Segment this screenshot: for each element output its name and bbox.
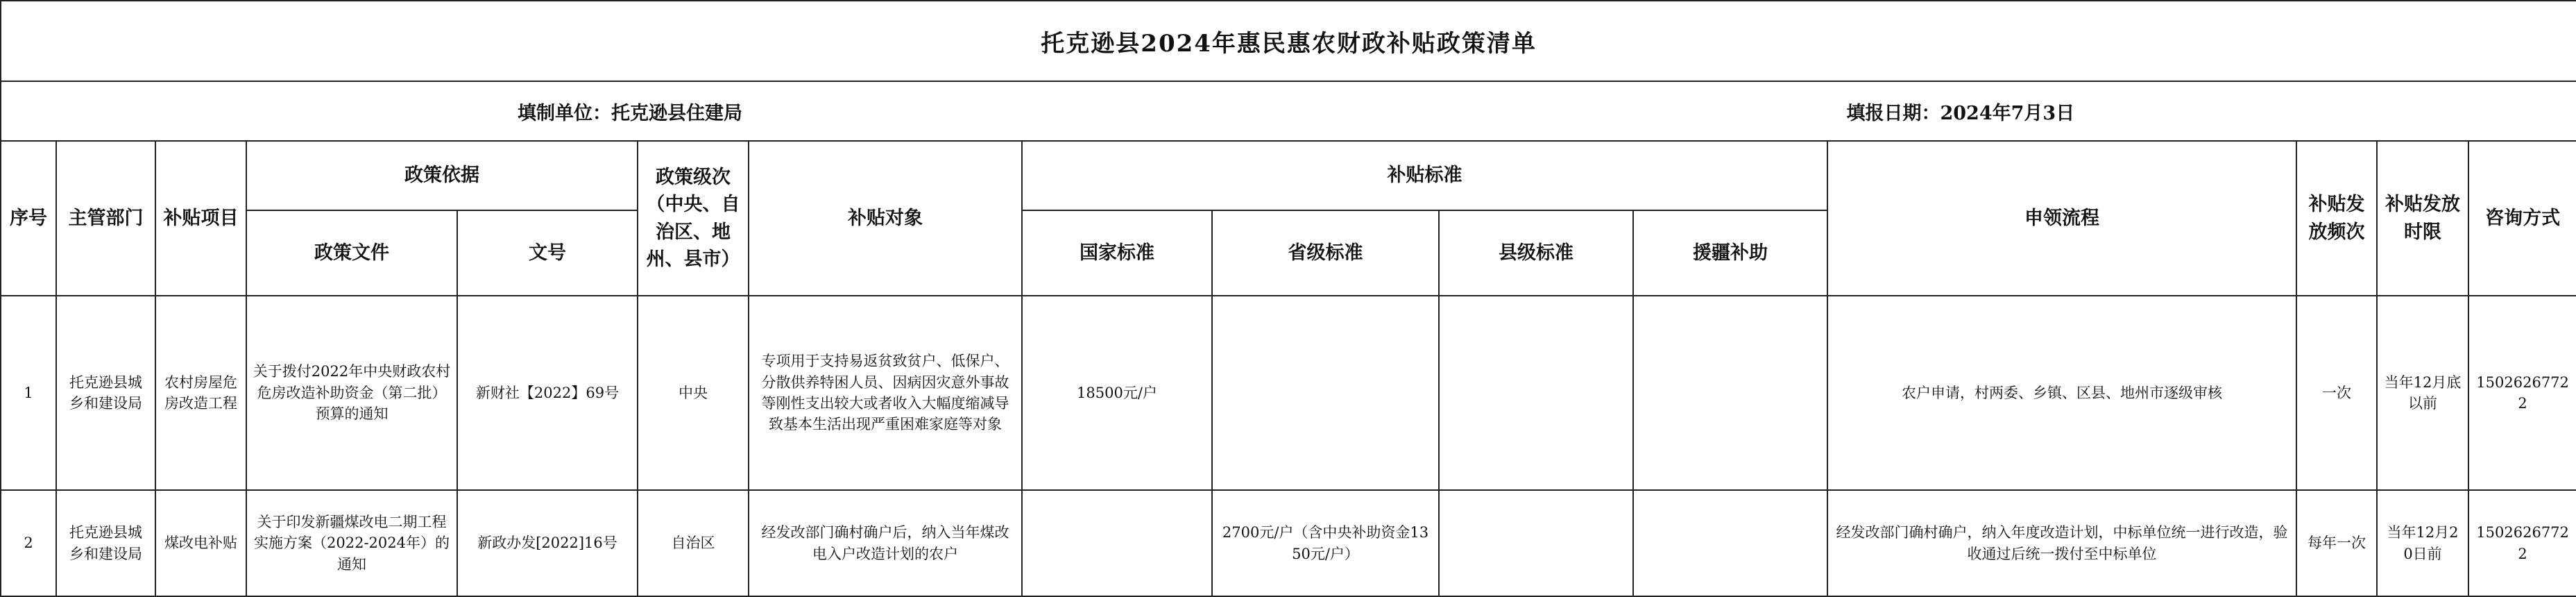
cell-docno: 新政办发[2022]16号	[457, 490, 638, 596]
cell-dept: 托克逊县城乡和建设局	[56, 296, 155, 490]
header-aid: 援疆补助	[1633, 210, 1827, 296]
cell-aid	[1633, 490, 1827, 596]
cell-target: 经发改部门确村确户后，纳入当年煤改电入户改造计划的农户	[749, 490, 1022, 596]
cell-item: 煤改电补贴	[155, 490, 246, 596]
cell-contact: 15026267722	[2468, 490, 2576, 596]
header-contact: 咨询方式	[2468, 141, 2576, 296]
header-basis: 政策依据	[246, 141, 638, 210]
info-row	[1, 81, 2576, 141]
cell-national: 18500元/户	[1022, 296, 1212, 490]
cell-freq: 每年一次	[2296, 490, 2377, 596]
header-deadline: 补贴发放时限	[2377, 141, 2468, 296]
cell-deadline: 当年12月20日前	[2377, 490, 2468, 596]
cell-provincial: 2700元/户（含中央补助资金1350元/户）	[1212, 490, 1439, 596]
header-provincial: 省级标准	[1212, 210, 1439, 296]
header-item: 补贴项目	[155, 141, 246, 296]
header-county: 县级标准	[1439, 210, 1633, 296]
cell-docno: 新财社【2022】69号	[457, 296, 638, 490]
cell-county	[1439, 490, 1633, 596]
cell-level: 中央	[638, 296, 749, 490]
header-docno: 文号	[457, 210, 638, 296]
cell-process: 经发改部门确村确户，纳入年度改造计划，中标单位统一进行改造，验收通过后统一拨付至中标单位	[1827, 490, 2296, 596]
header-national: 国家标准	[1022, 210, 1212, 296]
table-row	[1, 296, 2576, 490]
sheet-title: 托克逊县2024年惠民惠农财政补贴政策清单	[1, 1, 2576, 81]
header-level: 政策级次（中央、自治区、地州、县市）	[638, 141, 749, 296]
fill-unit: 填制单位：托克逊县住建局	[518, 102, 742, 124]
header-process: 申领流程	[1827, 141, 2296, 296]
cell-doc: 关于拨付2022年中央财政农村危房改造补助资金（第二批）预算的通知	[246, 296, 457, 490]
cell-doc: 关于印发新疆煤改电二期工程实施方案（2022-2024年）的通知	[246, 490, 457, 596]
header-target: 补贴对象	[749, 141, 1022, 296]
cell-provincial	[1212, 296, 1439, 490]
table-row	[1, 490, 2576, 596]
header-freq: 补贴发放频次	[2296, 141, 2377, 296]
cell-freq: 一次	[2296, 296, 2377, 490]
cell-contact: 15026267722	[2468, 296, 2576, 490]
cell-seq: 1	[1, 296, 56, 490]
cell-level: 自治区	[638, 490, 749, 596]
header-seq: 序号	[1, 141, 56, 296]
cell-process: 农户申请，村两委、乡镇、区县、地州市逐级审核	[1827, 296, 2296, 490]
fill-date: 填报日期：2024年7月3日	[1846, 102, 2075, 124]
header-standard: 补贴标准	[1022, 141, 1827, 210]
cell-dept: 托克逊县城乡和建设局	[56, 490, 155, 596]
header-dept: 主管部门	[56, 141, 155, 296]
cell-seq: 2	[1, 490, 56, 596]
cell-target: 专项用于支持易返贫致贫户、低保户、分散供养特困人员、因病因灾意外事故等刚性支出较大或者收入大幅度缩减导致基本生活出现严重困难家庭等对象	[749, 296, 1022, 490]
cell-national	[1022, 490, 1212, 596]
cell-county	[1439, 296, 1633, 490]
cell-item: 农村房屋危房改造工程	[155, 296, 246, 490]
header-doc: 政策文件	[246, 210, 457, 296]
cell-deadline: 当年12月底以前	[2377, 296, 2468, 490]
cell-aid	[1633, 296, 1827, 490]
